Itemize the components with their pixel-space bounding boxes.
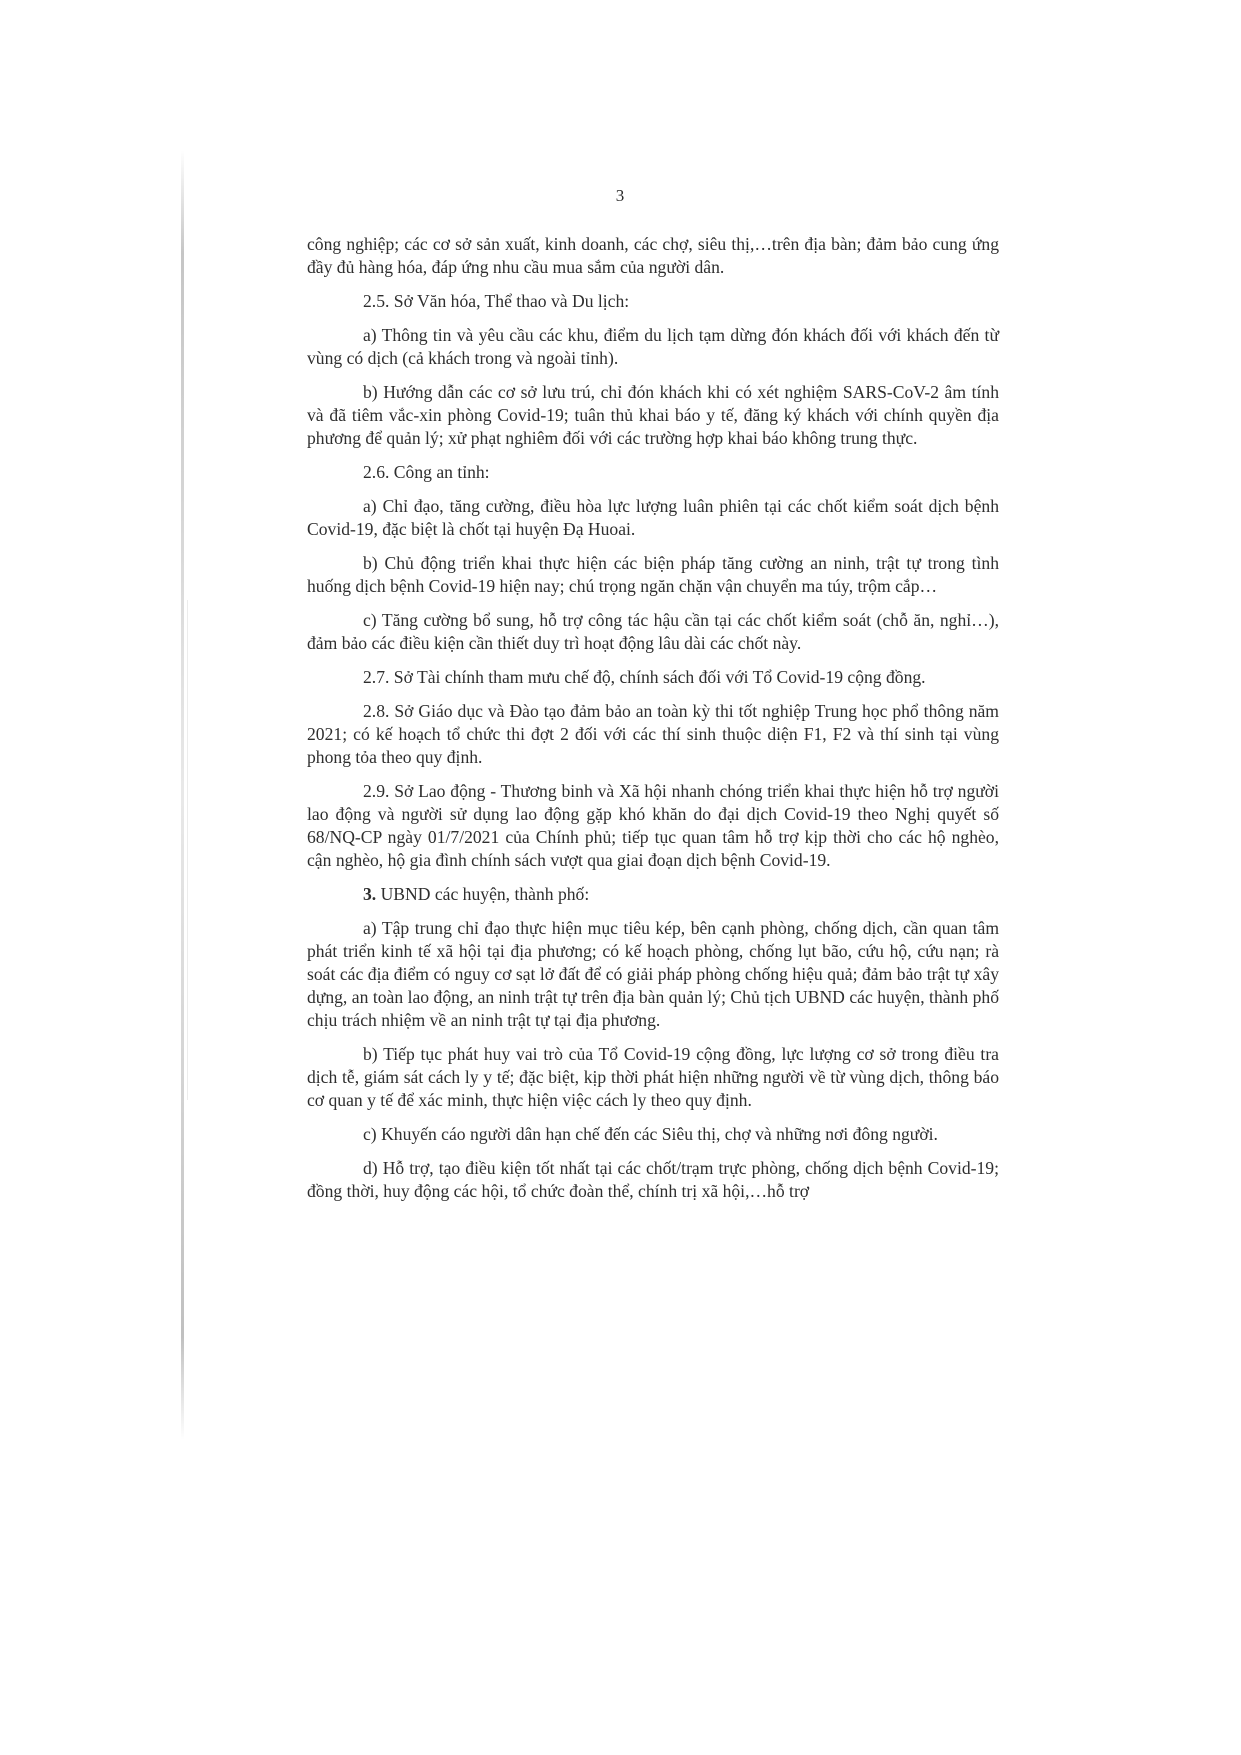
paragraph-continuation: công nghiệp; các cơ sở sản xuất, kinh doanh, các chợ, siêu thị,…trên địa bàn; đảm bảo cung ứng đầy đủ hàng hóa, đáp ứng nhu cầu mua sắm của người dân. [307,234,999,277]
scan-binding-shadow [181,150,184,1440]
paragraph-2-5-a: a) Thông tin và yêu cầu các khu, điểm du lịch tạm dừng đón khách đối với khách đến từ vùng có dịch (cả khách trong và ngoài tỉnh). [307,325,999,368]
paragraph-2-5-b: b) Hướng dẫn các cơ sở lưu trú, chỉ đón khách khi có xét nghiệm SARS-CoV-2 âm tính và đã tiêm vắc-xin phòng Covid-19; tuân thủ khai báo y tế, đăng ký khách với chính quyền địa phương để quản lý; xử phạt nghiêm đối với các trường hợp khai báo không trung thực. [307,382,999,448]
paragraph-3-a: a) Tập trung chỉ đạo thực hiện mục tiêu kép, bên cạnh phòng, chống dịch, cần quan tâm phát triển kinh tế xã hội tại địa phương; có kế hoạch phòng, chống lụt bão, cứu hộ, cứu nạn; rà soát các địa điểm có nguy cơ sạt lở đất để có giải pháp phòng chống hiệu quả; đảm bảo trật tự xây dựng, an toàn lao động, an ninh trật tự trên địa bàn quản lý; Chủ tịch UBND các huyện, thành phố chịu trách nhiệm về an ninh trật tự tại địa phương. [307,918,999,1030]
paragraph-2-7: 2.7. Sở Tài chính tham mưu chế độ, chính sách đối với Tổ Covid-19 cộng đồng. [363,667,926,687]
paragraph-2-6-b: b) Chủ động triển khai thực hiện các biện pháp tăng cường an ninh, trật tự trong tình huống dịch bệnh Covid-19 hiện nay; chú trọng ngăn chặn vận chuyển ma túy, trộm cắp… [307,553,999,596]
page-number: 3 [615,186,625,205]
document-body [307,233,999,1214]
heading-2-5: 2.5. Sở Văn hóa, Thể thao và Du lịch: [363,291,630,311]
paragraph-3-b: b) Tiếp tục phát huy vai trò của Tổ Covid-19 cộng đồng, lực lượng cơ sở trong điều tra dịch tễ, giám sát cách ly y tế; đặc biệt, kịp thời phát hiện những người về từ vùng dịch, thông báo cơ quan y tế để xác minh, thực hiện việc cách ly theo quy định. [307,1044,999,1110]
heading-2-6: 2.6. Công an tỉnh: [363,462,490,482]
heading-3-text: UBND các huyện, thành phố: [376,884,590,904]
paragraph-2-8: 2.8. Sở Giáo dục và Đào tạo đảm bảo an toàn kỳ thi tốt nghiệp Trung học phổ thông năm 2021; có kế hoạch tổ chức thi đợt 2 đối với các thí sinh thuộc diện F1, F2 và thí sinh tại vùng phong tỏa theo quy định. [307,701,999,767]
heading-3-number: 3. [363,884,377,904]
paragraph-3-c: c) Khuyến cáo người dân hạn chế đến các Siêu thị, chợ và những nơi đông người. [363,1124,938,1144]
paragraph-2-9: 2.9. Sở Lao động - Thương binh và Xã hội nhanh chóng triển khai thực hiện hỗ trợ người lao động và người sử dụng lao động gặp khó khăn do đại dịch Covid-19 theo Nghị quyết số 68/NQ-CP ngày 01/7/2021 của Chính phủ; tiếp tục quan tâm hỗ trợ kịp thời cho các hộ nghèo, cận nghèo, hộ gia đình chính sách vượt qua giai đoạn dịch bệnh Covid-19. [307,781,999,870]
paragraph-2-6-c: c) Tăng cường bổ sung, hỗ trợ công tác hậu cần tại các chốt kiểm soát (chỗ ăn, nghỉ…), đảm bảo các điều kiện cần thiết duy trì hoạt động lâu dài các chốt này. [307,610,999,653]
paragraph-2-6-a: a) Chỉ đạo, tăng cường, điều hòa lực lượng luân phiên tại các chốt kiểm soát dịch bệnh Covid-19, đặc biệt là chốt tại huyện Đạ Huoai. [307,496,999,539]
paragraph-3-d: d) Hỗ trợ, tạo điều kiện tốt nhất tại các chốt/trạm trực phòng, chống dịch bệnh Covid-19; đồng thời, huy động các hội, tổ chức đoàn thể, chính trị xã hội,…hỗ trợ [307,1158,999,1201]
heading-3 [307,883,999,906]
scan-binding-line [187,600,188,1100]
